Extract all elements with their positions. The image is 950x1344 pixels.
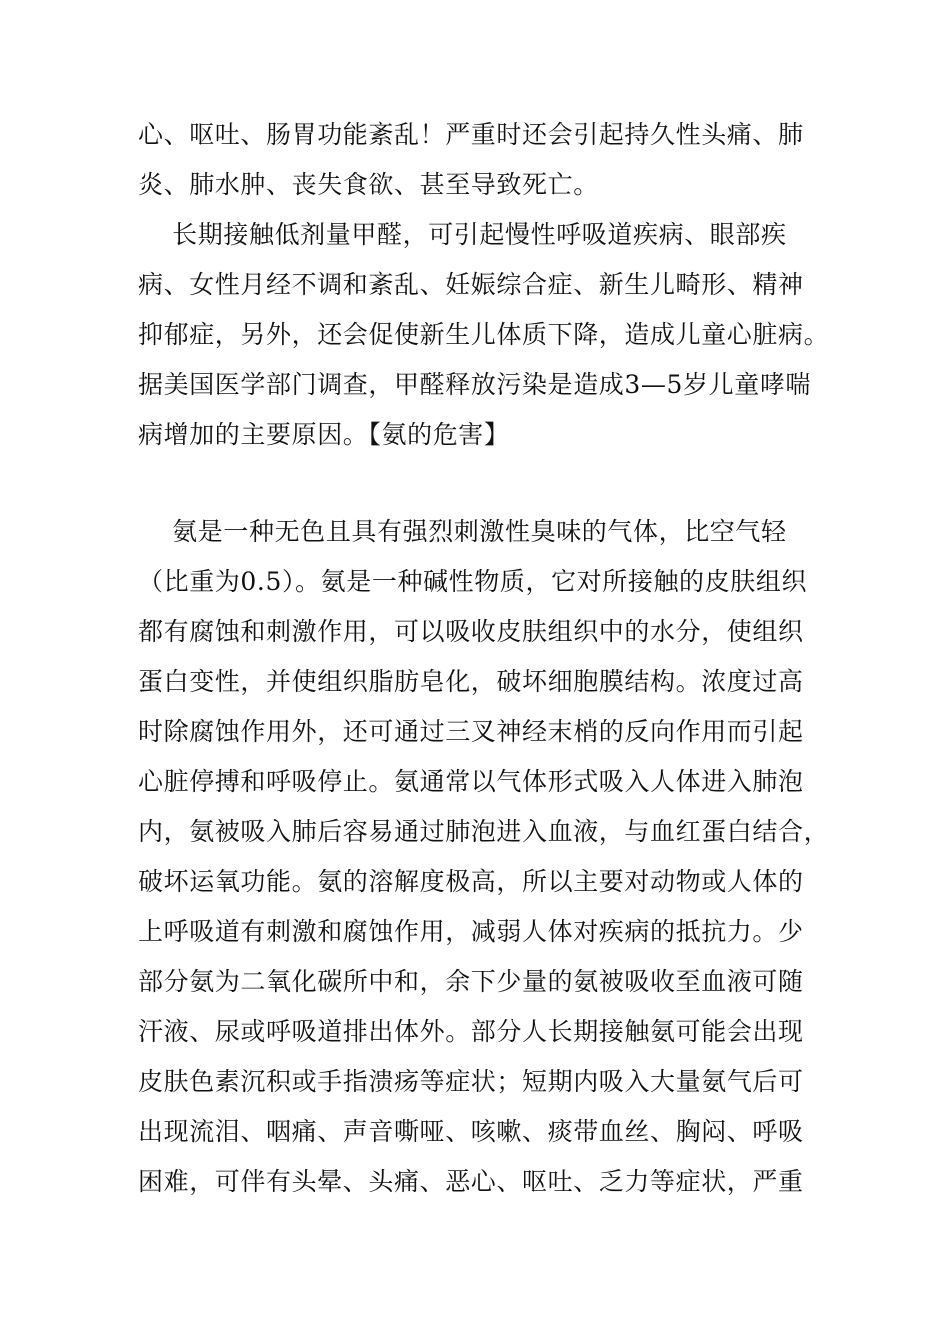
text-line: 汗液、尿或呼吸道排出体外。部分人长期接触氨可能会出现 [138,1017,804,1046]
text-line: 皮肤色素沉积或手指溃疡等症状；短期内吸入大量氨气后可 [138,1067,804,1096]
text-line: 心、呕吐、肠胃功能紊乱！严重时还会引起持久性头痛、肺 [138,120,804,149]
text-line: （比重为0.5）。氨是一种碱性物质，它对所接触的皮肤组织 [138,567,808,596]
text-line: 长期接触低剂量甲醛，可引起慢性呼吸道疾病、眼部疾 [138,220,787,249]
text-line: 都有腐蚀和刺激作用，可以吸收皮肤组织中的水分，使组织 [138,617,804,646]
text-line: 病、女性月经不调和紊乱、妊娠综合症、新生儿畸形、精神 [138,270,804,299]
text-line: 抑郁症，另外，还会促使新生儿体质下降，造成儿童心脏病。 [138,320,830,349]
text-line: 困难，可伴有头晕、头痛、恶心、呕吐、乏力等症状，严重 [138,1167,804,1196]
text-line: 内，氨被吸入肺后容易通过肺泡进入血液，与血红蛋白结合， [138,817,830,846]
text-line: 氨是一种无色且具有强烈刺激性臭味的气体，比空气轻 [138,517,787,546]
text-line: 时除腐蚀作用外，还可通过三叉神经末梢的反向作用而引起 [138,717,804,746]
text-line: 心脏停搏和呼吸停止。氨通常以气体形式吸入人体进入肺泡 [138,767,804,796]
text-line: 病增加的主要原因。【氨的危害】 [138,420,510,449]
text-line: 据美国医学部门调查，甲醛释放污染是造成3—5岁儿童哮喘 [138,370,812,399]
text-line: 出现流泪、咽痛、声音嘶哑、咳嗽、痰带血丝、胸闷、呼吸 [138,1117,804,1146]
text-line: 炎、肺水肿、丧失食欲、甚至导致死亡。 [138,170,599,199]
text-line: 上呼吸道有刺激和腐蚀作用，减弱人体对疾病的抵抗力。少 [138,917,804,946]
text-line: 蛋白变性，并使组织脂肪皂化，破坏细胞膜结构。浓度过高 [138,667,804,696]
text-line: 部分氨为二氧化碳所中和，余下少量的氨被吸收至血液可随 [138,967,804,996]
text-line: 破坏运氧功能。氨的溶解度极高，所以主要对动物或人体的 [138,867,804,896]
